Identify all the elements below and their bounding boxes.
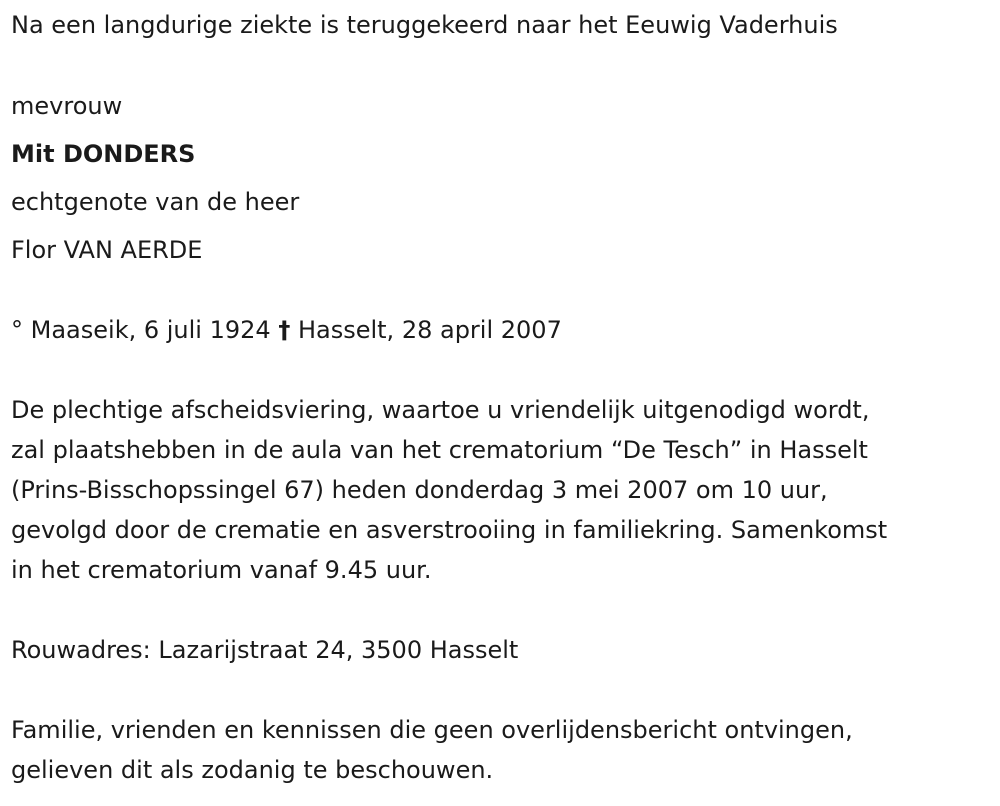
cross-icon: † — [278, 316, 291, 344]
ceremony-line: De plechtige afscheidsviering, waartoe u vriendelijk uitgenodigd wordt, — [11, 396, 870, 424]
ceremony-line: (Prins-Bisschopssingel 67) heden donderdag 3 mei 2007 om 10 uur, — [11, 476, 828, 504]
mourning-address: Rouwadres: Lazarijstraat 24, 3500 Hasselt — [11, 636, 519, 664]
closing-line: Familie, vrienden en kennissen die geen overlijdensbericht ontvingen, — [11, 716, 853, 744]
ceremony-line: in het crematorium vanaf 9.45 uur. — [11, 556, 432, 584]
ceremony-line: gevolgd door de crematie en asverstrooiing in familiekring. Samenkomst — [11, 516, 888, 544]
closing-line: gelieven dit als zodanig te beschouwen. — [11, 756, 494, 784]
spouse-intro: echtgenote van de heer — [11, 188, 300, 216]
dates-line — [11, 315, 562, 345]
deceased-name: Mit DONDERS — [11, 140, 196, 168]
title-word: mevrouw — [11, 92, 123, 120]
intro-text: Na een langdurige ziekte is teruggekeerd naar het Eeuwig Vaderhuis — [11, 11, 838, 39]
ceremony-line: zal plaatshebben in de aula van het crematorium “De Tesch” in Hasselt — [11, 436, 868, 464]
spouse-name: Flor VAN AERDE — [11, 236, 203, 264]
death-info: Hasselt, 28 april 2007 — [297, 316, 562, 344]
birth-info: ° Maaseik, 6 juli 1924 — [11, 316, 271, 344]
